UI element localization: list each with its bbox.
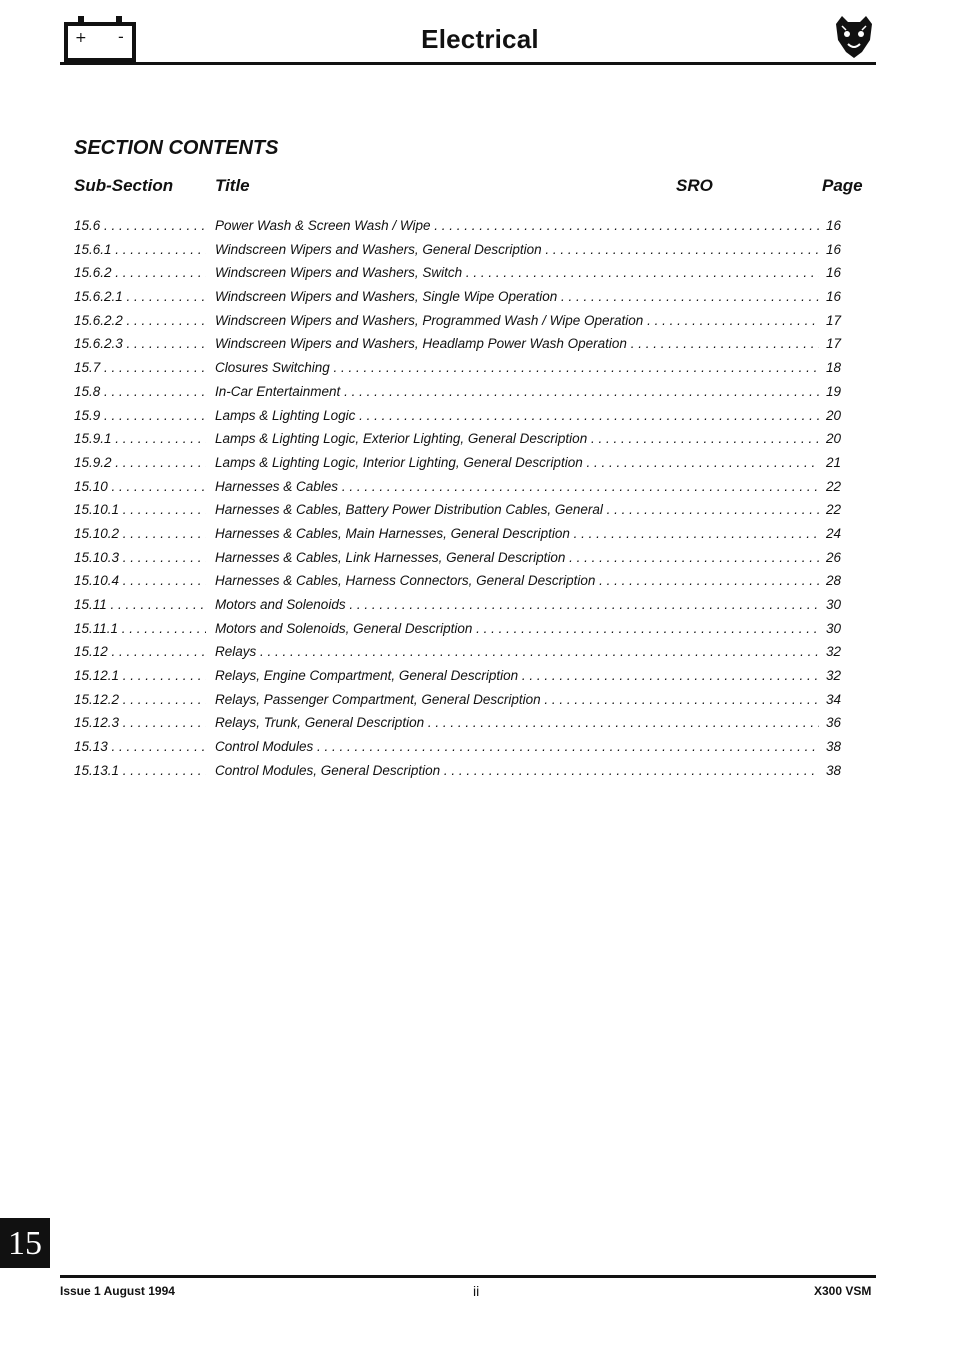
contents-entry[interactable] [74, 380, 854, 404]
entry-title: Relays, Engine Compartment, General Description . . . [215, 664, 819, 688]
entry-number: 15.6.2 . . . [74, 261, 206, 285]
entry-number: 15.10.3 . . . [74, 546, 206, 570]
contents-entry[interactable] [74, 285, 854, 309]
svg-text:-: - [118, 27, 124, 46]
entry-title: Harnesses & Cables, Link Harnesses, General Description . . . [215, 546, 819, 570]
issue-date: Issue 1 August 1994 [60, 1284, 175, 1298]
entry-page: 18 [826, 360, 842, 376]
entry-title: Motors and Solenoids, General Description . . . [215, 617, 819, 641]
entry-page: 16 [826, 241, 842, 257]
entry-number: 15.7 . . . [74, 356, 206, 380]
column-header-sub-section: Sub-Section [74, 176, 174, 195]
contents-entry[interactable] [74, 214, 854, 238]
entry-page: 30 [826, 597, 842, 612]
entry-number: 15.13 . . . [74, 735, 206, 759]
contents-entry[interactable] [74, 711, 854, 735]
contents-entry[interactable] [74, 617, 854, 641]
entry-number: 15.6.2.2 . . . [74, 309, 206, 333]
entry-number: 15.12.2 . . . [74, 688, 206, 712]
entry-page: 19 [826, 383, 842, 399]
entry-title: Motors and Solenoids . . . [215, 593, 819, 617]
contents-entry[interactable] [74, 404, 854, 428]
entry-page: 26 [826, 549, 842, 565]
svg-text:+: + [75, 30, 87, 46]
entry-title: Harnesses & Cables, Battery Power Distribution Cables, General . . . [215, 498, 819, 522]
section-tab-marker: 15 [0, 1218, 50, 1268]
entry-number: 15.9 . . . [74, 404, 206, 428]
contents-entry[interactable] [74, 451, 854, 475]
entry-title: Control Modules . . . [215, 735, 819, 759]
entry-page: 21 [826, 454, 842, 470]
entry-title: Relays, Trunk, General Description . . . [215, 711, 819, 735]
entry-number: 15.8 . . . [74, 380, 206, 404]
contents-entry[interactable] [74, 332, 854, 356]
contents-entry[interactable] [74, 309, 854, 333]
entry-page: 32 [826, 644, 842, 660]
document-code: X300 VSM [814, 1284, 872, 1298]
entry-number: 15.13.1 . . . [74, 759, 206, 783]
entry-title: Windscreen Wipers and Washers, Programmed Wash / Wipe Operation . . . [215, 309, 819, 333]
entry-page: 16 [826, 265, 842, 281]
entry-number: 15.10.1 . . . [74, 498, 206, 522]
entry-number: 15.6.2.3 . . . [74, 332, 206, 356]
entry-title: Relays . . . [215, 640, 819, 664]
contents-entry[interactable] [74, 427, 854, 451]
entry-page: 24 [826, 525, 842, 541]
entry-number: 15.11 . . . [74, 593, 206, 617]
entry-page: 32 [826, 668, 842, 684]
entry-number: 15.10 . . . [74, 475, 206, 499]
entry-page: 28 [826, 573, 842, 589]
entry-number: 15.9.1 . . . [74, 427, 206, 451]
entry-number: 15.11.1 . . . [74, 617, 206, 641]
entry-page: 36 [826, 715, 842, 731]
entry-title: Harnesses & Cables, Main Harnesses, General Description . . . [215, 522, 819, 546]
entry-title: Windscreen Wipers and Washers, Single Wipe Operation . . . [215, 285, 819, 309]
entry-title: Lamps & Lighting Logic, Exterior Lighting, General Description . . . [215, 427, 819, 451]
entry-title: Power Wash & Screen Wash / Wipe . . . [215, 214, 819, 238]
entry-number: 15.10.4 . . . [74, 569, 206, 593]
footer-rule [60, 1275, 876, 1278]
contents-entry[interactable] [74, 569, 854, 593]
entry-title: Windscreen Wipers and Washers, Headlamp Power Wash Operation . . . [215, 332, 819, 356]
entry-page: 38 [826, 739, 842, 755]
contents-entry[interactable] [74, 688, 854, 712]
entry-number: 15.6.2.1 . . . [74, 285, 206, 309]
entry-page: 38 [826, 762, 842, 778]
entry-title: Closures Switching . . . [215, 356, 819, 380]
contents-entry[interactable] [74, 759, 854, 783]
entry-page: 16 [826, 289, 842, 305]
entry-title: Control Modules, General Description . . . [215, 759, 819, 783]
entry-number: 15.10.2 . . . [74, 522, 206, 546]
header-rule [60, 62, 876, 65]
entry-number: 15.12.1 . . . [74, 664, 206, 688]
contents-entry[interactable] [74, 475, 854, 499]
entry-number: 15.12 . . . [74, 640, 206, 664]
entry-page: 30 [826, 620, 842, 636]
entry-number: 15.6.1 . . . [74, 238, 206, 262]
entry-page: 34 [826, 691, 842, 707]
entry-title: Lamps & Lighting Logic . . . [215, 404, 819, 428]
entry-page: 22 [826, 502, 842, 518]
entry-title: Windscreen Wipers and Washers, Switch . . . [215, 261, 819, 285]
entry-title: Relays, Passenger Compartment, General Description . . . [215, 688, 819, 712]
entry-page: 22 [826, 478, 842, 494]
section-heading: SECTION CONTENTS [74, 137, 279, 159]
entry-number: 15.12.3 . . . [74, 711, 206, 735]
entry-title: Windscreen Wipers and Washers, General Description . . . [215, 238, 819, 262]
contents-entry[interactable] [74, 546, 854, 570]
entry-title: Lamps & Lighting Logic, Interior Lighting, General Description . . . [215, 451, 819, 475]
contents-entry[interactable] [74, 261, 854, 285]
entry-page: 17 [826, 312, 842, 328]
contents-entry[interactable] [74, 356, 854, 380]
entry-page: 16 [826, 218, 842, 233]
entry-title: In-Car Entertainment . . . [215, 380, 819, 404]
column-header-title: Title [215, 176, 250, 195]
column-header-sro: SRO [676, 176, 713, 195]
entry-page: 20 [826, 431, 842, 447]
contents-entry[interactable] [74, 593, 854, 617]
contents-entry[interactable] [74, 735, 854, 759]
contents-entry[interactable] [74, 640, 854, 664]
page-number: ii [473, 1283, 480, 1299]
contents-entry[interactable] [74, 498, 854, 522]
page-title: Electrical [421, 24, 539, 54]
column-header-page: Page [822, 176, 863, 195]
entry-number: 15.6 . . . [74, 214, 206, 238]
contents-list [74, 214, 854, 783]
contents-entry[interactable] [74, 238, 854, 262]
entry-title: Harnesses & Cables, Harness Connectors, General Description . . . [215, 569, 819, 593]
entry-page: 20 [826, 407, 842, 423]
contents-entry[interactable] [74, 664, 854, 688]
entry-number: 15.9.2 . . . [74, 451, 206, 475]
contents-entry[interactable] [74, 522, 854, 546]
jaguar-logo-icon [832, 14, 876, 60]
entry-title: Harnesses & Cables . . . [215, 475, 819, 499]
entry-page: 17 [826, 336, 842, 352]
